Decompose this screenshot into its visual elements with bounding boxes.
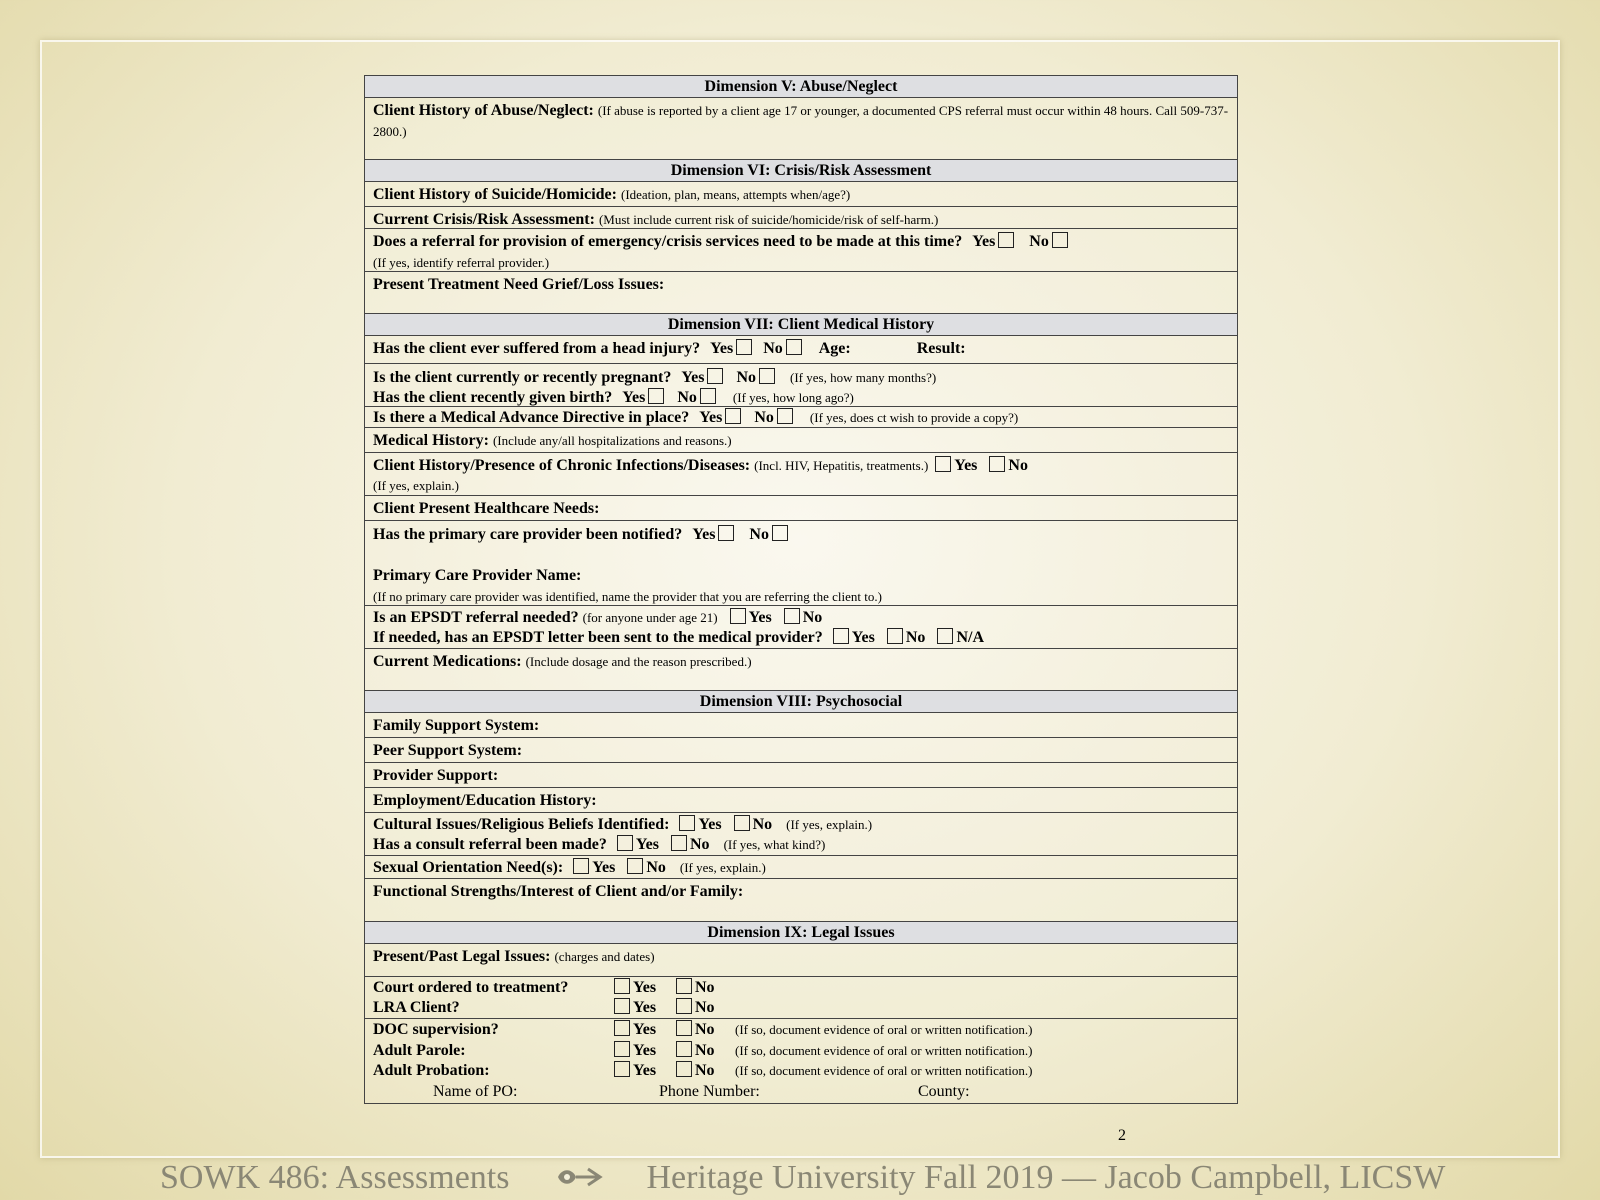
- epsdt-letter-no-checkbox[interactable]: [887, 628, 903, 644]
- birth-no-checkbox[interactable]: [700, 388, 716, 404]
- probation-note: (If so, document evidence of oral or written notification.): [735, 1063, 1033, 1078]
- doc-yes-label: Yes: [633, 1021, 657, 1038]
- po-info-line: [373, 1082, 1229, 1102]
- chronic-disease-no-checkbox[interactable]: [989, 456, 1005, 472]
- doc-note: (If so, document evidence of oral or written notification.): [735, 1022, 1033, 1037]
- head-injury-no-label: No: [763, 340, 783, 357]
- probation-yes-checkbox[interactable]: [614, 1061, 630, 1077]
- birth-yes-checkbox[interactable]: [648, 388, 664, 404]
- assessment-form: [364, 75, 1238, 1104]
- pcp-notified-no-checkbox[interactable]: [772, 525, 788, 541]
- pregnant-yes-checkbox[interactable]: [707, 368, 723, 384]
- pregnant-note: (If yes, how many months?): [790, 370, 937, 385]
- epsdt-note: (for anyone under age 21): [582, 610, 718, 625]
- parole-note: (If so, document evidence of oral or written notification.): [735, 1042, 1033, 1058]
- epsdt-letter-na-checkbox[interactable]: [937, 628, 953, 644]
- medical-history-label: Medical History:: [373, 432, 489, 449]
- chronic-disease-no-label: No: [1008, 457, 1028, 474]
- epsdt-letter-yes-checkbox[interactable]: [833, 628, 849, 644]
- pcp-note: (If no primary care provider was identified, name the provider that you are referring the client to.): [373, 589, 882, 604]
- crisis-referral-question: Does a referral for provision of emergency/crisis services need to be made at this time?: [373, 233, 963, 250]
- medical-history-note: (Include any/all hospitalizations and reasons.): [492, 433, 732, 448]
- lra-no-label: No: [695, 999, 715, 1016]
- footer-course: SOWK 486: Assessments: [160, 1159, 510, 1196]
- current-medications-label: Current Medications:: [373, 653, 522, 670]
- healthcare-needs-label: Client Present Healthcare Needs:: [373, 500, 600, 517]
- sexual-orientation-label: Sexual Orientation Need(s):: [373, 859, 564, 876]
- sexual-orientation-note: (If yes, explain.): [679, 860, 766, 875]
- employment-education-row: [365, 788, 1237, 813]
- epsdt-no-label: No: [802, 609, 823, 626]
- birth-note: (If yes, how long ago?): [732, 390, 854, 405]
- epsdt-yes-checkbox[interactable]: [730, 608, 746, 624]
- cultural-yes-label: Yes: [698, 816, 722, 833]
- doc-yes-checkbox[interactable]: [614, 1020, 630, 1036]
- legal-issues-label: Present/Past Legal Issues:: [373, 948, 551, 965]
- family-support-label: Family Support System:: [373, 717, 540, 734]
- probation-no-label: No: [695, 1062, 715, 1079]
- pcp-notified-no-label: No: [749, 526, 769, 543]
- cultural-no-checkbox[interactable]: [734, 815, 750, 831]
- advance-directive-no-checkbox[interactable]: [777, 408, 793, 424]
- crisis-assessment-note: (Must include current risk of suicide/homicide/risk of self-harm.): [598, 212, 939, 227]
- consult-no-checkbox[interactable]: [671, 835, 687, 851]
- abuse-history-note: (If abuse is reported by a client age 17 or younger, a documented CPS referral must occur within 48 hours. Call 509-737-2800.): [373, 103, 1229, 139]
- dimension-6-header: Dimension VI: Crisis/Risk Assessment: [365, 160, 1237, 182]
- suicide-history-label: Client History of Suicide/Homicide:: [373, 186, 617, 203]
- advance-directive-note: (If yes, does ct wish to provide a copy?): [809, 410, 1019, 425]
- pregnancy-birth-row: [365, 364, 1237, 407]
- dimension-9-header: Dimension IX: Legal Issues: [365, 922, 1237, 944]
- chronic-disease-yes-label: Yes: [954, 457, 978, 474]
- lra-client-label: LRA Client?: [373, 999, 460, 1016]
- cultural-consult-row: [365, 813, 1237, 856]
- court-order-yes-label: Yes: [633, 979, 657, 996]
- provider-support-label: Provider Support:: [373, 767, 499, 784]
- birth-no-label: No: [677, 389, 697, 406]
- dimension-8-header: Dimension VIII: Psychosocial: [365, 691, 1237, 713]
- consult-yes-label: Yes: [635, 836, 659, 853]
- pregnant-no-checkbox[interactable]: [759, 368, 775, 384]
- head-injury-no-checkbox[interactable]: [786, 339, 802, 355]
- slide-footer: [160, 1157, 1560, 1199]
- primary-care-row: [365, 521, 1237, 606]
- epsdt-letter-question: If needed, has an EPSDT letter been sent to the medical provider?: [373, 629, 823, 646]
- consult-note: (If yes, what kind?): [723, 837, 826, 852]
- functional-strengths-row: [365, 879, 1237, 922]
- lra-yes-checkbox[interactable]: [614, 998, 630, 1014]
- chronic-disease-row: [365, 453, 1237, 496]
- epsdt-letter-yes-label: Yes: [851, 629, 875, 646]
- cultural-issues-label: Cultural Issues/Religious Beliefs Identified:: [373, 816, 670, 833]
- chronic-disease-label: Client History/Presence of Chronic Infections/Diseases:: [373, 457, 751, 474]
- cultural-note: (If yes, explain.): [786, 817, 873, 832]
- advance-directive-question: Is there a Medical Advance Directive in place?: [373, 409, 690, 426]
- epsdt-row: [365, 606, 1237, 649]
- epsdt-letter-no-label: No: [905, 629, 926, 646]
- supervision-row: [365, 1019, 1237, 1103]
- parole-yes-checkbox[interactable]: [614, 1041, 630, 1057]
- suicide-history-row: [365, 182, 1237, 207]
- sexual-orientation-yes-checkbox[interactable]: [573, 858, 589, 874]
- adult-probation-label: Adult Probation:: [373, 1062, 490, 1079]
- functional-strengths-label: Functional Strengths/Interest of Client and/or Family:: [373, 883, 744, 900]
- doc-no-checkbox[interactable]: [676, 1020, 692, 1036]
- crisis-referral-no-label: No: [1029, 233, 1049, 250]
- pcp-name-label: Primary Care Provider Name:: [373, 567, 582, 584]
- parole-no-label: No: [695, 1041, 715, 1059]
- head-injury-yes-checkbox[interactable]: [736, 339, 752, 355]
- parole-no-checkbox[interactable]: [676, 1041, 692, 1057]
- pcp-notified-yes-label: Yes: [692, 526, 716, 543]
- crisis-assessment-row: [365, 207, 1237, 229]
- court-order-no-label: No: [695, 979, 715, 996]
- pcp-notified-question: Has the primary care provider been notified?: [373, 526, 683, 543]
- epsdt-question: Is an EPSDT referral needed?: [373, 609, 579, 626]
- doc-supervision-label: DOC supervision?: [373, 1021, 499, 1038]
- crisis-assessment-label: Current Crisis/Risk Assessment:: [373, 211, 595, 228]
- advance-directive-row: [365, 407, 1237, 428]
- dimension-7-header: Dimension VII: Client Medical History: [365, 314, 1237, 336]
- family-support-row: [365, 713, 1237, 738]
- pregnant-yes-label: Yes: [681, 369, 705, 386]
- pregnant-question: Is the client currently or recently pregnant?: [373, 369, 672, 386]
- cultural-no-label: No: [752, 816, 773, 833]
- current-medications-note: (Include dosage and the reason prescribed.): [525, 654, 752, 669]
- head-injury-result-label: Result:: [916, 340, 966, 357]
- probation-no-checkbox[interactable]: [676, 1061, 692, 1077]
- chronic-disease-explain: (If yes, explain.): [373, 478, 459, 493]
- pregnant-no-label: No: [736, 369, 756, 386]
- epsdt-no-checkbox[interactable]: [784, 608, 800, 624]
- crisis-referral-note: (If yes, identify referral provider.): [373, 255, 550, 270]
- provider-support-row: [365, 763, 1237, 788]
- grief-loss-label: Present Treatment Need Grief/Loss Issues:: [373, 276, 665, 293]
- sexual-orientation-no-label: No: [646, 859, 666, 876]
- healthcare-needs-row: [365, 496, 1237, 521]
- legal-issues-note: (charges and dates): [554, 949, 655, 964]
- grief-loss-row: [365, 272, 1237, 314]
- birth-question: Has the client recently given birth?: [373, 389, 613, 406]
- abuse-history-label: Client History of Abuse/Neglect:: [373, 102, 594, 119]
- sexual-orientation-row: [365, 856, 1237, 879]
- chronic-disease-note: (Incl. HIV, Hepatitis, treatments.): [754, 458, 929, 473]
- sexual-orientation-yes-label: Yes: [592, 859, 616, 876]
- employment-education-label: Employment/Education History:: [373, 792, 597, 809]
- dimension-5-header: Dimension V: Abuse/Neglect: [365, 76, 1237, 98]
- crisis-referral-yes-checkbox[interactable]: [998, 232, 1014, 248]
- head-injury-yes-label: Yes: [710, 340, 734, 357]
- court-order-yes-checkbox[interactable]: [614, 978, 630, 994]
- court-order-line: [373, 978, 1229, 998]
- adult-parole-line: [373, 1041, 1229, 1062]
- adult-probation-line: [373, 1061, 1229, 1082]
- lra-client-line: [373, 998, 1229, 1018]
- head-injury-row: [365, 336, 1237, 364]
- abuse-history-row: [365, 98, 1237, 160]
- current-medications-row: [365, 649, 1237, 691]
- crisis-referral-no-checkbox[interactable]: [1052, 232, 1068, 248]
- suicide-history-note: (Ideation, plan, means, attempts when/age?): [620, 187, 851, 202]
- consult-yes-checkbox[interactable]: [617, 835, 633, 851]
- pcp-notified-yes-checkbox[interactable]: [718, 525, 734, 541]
- head-injury-age-label: Age:: [818, 340, 851, 357]
- consult-referral-label: Has a consult referral been made?: [373, 836, 607, 853]
- chronic-disease-yes-checkbox[interactable]: [935, 456, 951, 472]
- crisis-referral-row: [365, 229, 1237, 272]
- po-county-label: County:: [918, 1082, 970, 1100]
- sexual-orientation-no-checkbox[interactable]: [627, 858, 643, 874]
- court-order-label: Court ordered to treatment?: [373, 979, 569, 996]
- court-order-no-checkbox[interactable]: [676, 978, 692, 994]
- po-name-label: Name of PO:: [433, 1082, 518, 1100]
- lra-yes-label: Yes: [633, 999, 657, 1016]
- lra-no-checkbox[interactable]: [676, 998, 692, 1014]
- advance-directive-no-label: No: [754, 409, 774, 426]
- po-phone-label: Phone Number:: [659, 1082, 760, 1100]
- epsdt-yes-label: Yes: [748, 609, 772, 626]
- footer-university: Heritage University Fall 2019 — Jacob Campbell, LICSW: [646, 1159, 1446, 1196]
- birth-yes-label: Yes: [622, 389, 646, 406]
- peer-support-label: Peer Support System:: [373, 742, 523, 759]
- peer-support-row: [365, 738, 1237, 763]
- court-lra-row: [365, 977, 1237, 1019]
- head-injury-question: Has the client ever suffered from a head injury?: [373, 340, 701, 357]
- epsdt-letter-na-label: N/A: [956, 629, 984, 646]
- crisis-referral-yes-label: Yes: [972, 233, 996, 250]
- ornament-icon: [554, 1161, 604, 1191]
- cultural-yes-checkbox[interactable]: [679, 815, 695, 831]
- probation-yes-label: Yes: [633, 1062, 657, 1079]
- advance-directive-yes-label: Yes: [699, 409, 723, 426]
- parole-yes-label: Yes: [633, 1041, 657, 1059]
- advance-directive-yes-checkbox[interactable]: [725, 408, 741, 424]
- legal-issues-row: [365, 944, 1237, 977]
- doc-no-label: No: [695, 1021, 715, 1038]
- doc-supervision-line: [373, 1020, 1229, 1041]
- adult-parole-label: Adult Parole:: [373, 1041, 466, 1059]
- medical-history-row: [365, 428, 1237, 453]
- page-number: 2: [1118, 1127, 1126, 1144]
- consult-no-label: No: [690, 836, 710, 853]
